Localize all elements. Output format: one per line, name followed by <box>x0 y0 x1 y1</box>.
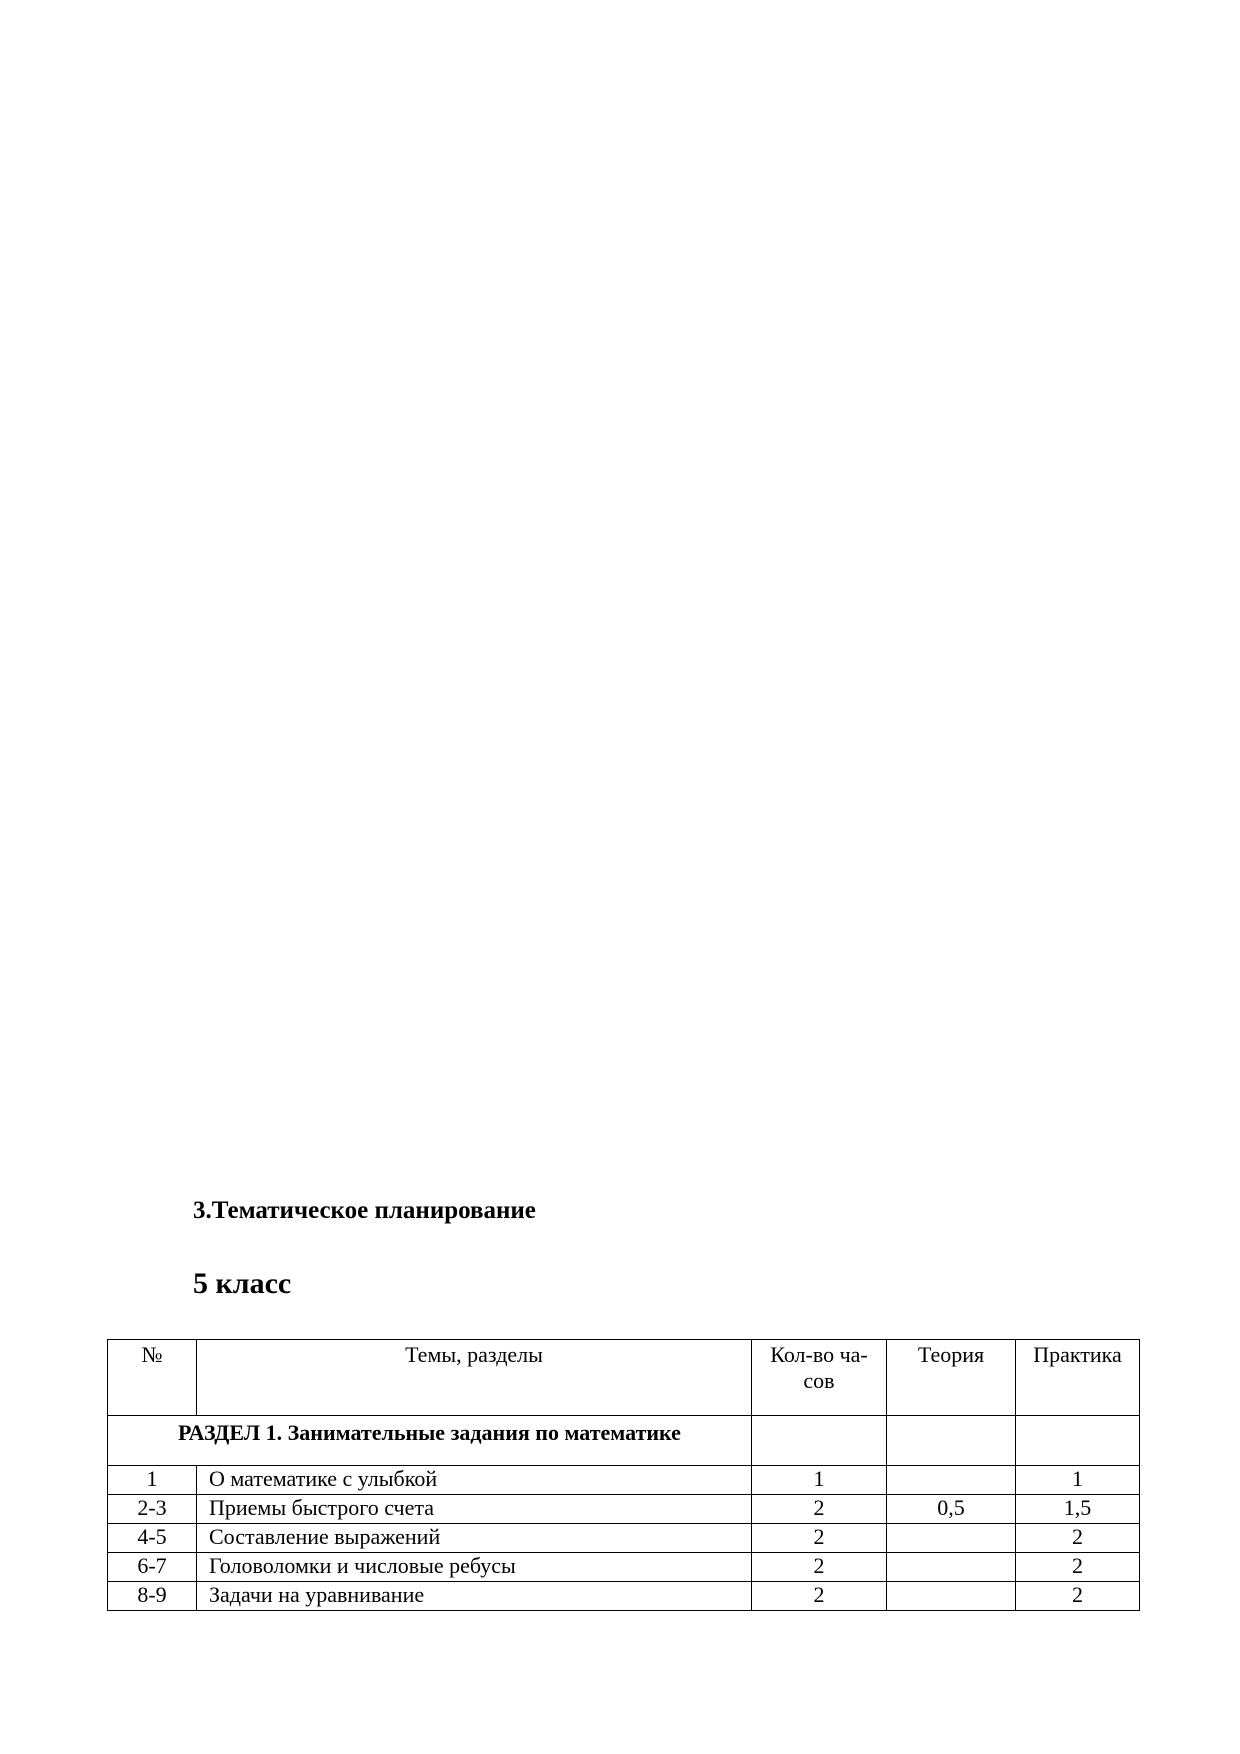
row-topic: Приемы быстрого счета <box>197 1495 752 1524</box>
row-num: 8-9 <box>108 1582 197 1611</box>
header-topic: Темы, разделы <box>197 1340 752 1416</box>
header-num: № <box>108 1340 197 1416</box>
row-topic: Составление выражений <box>197 1524 752 1553</box>
section-heading: 3.Тематическое планирование <box>193 1197 536 1224</box>
header-practice: Практика <box>1016 1340 1140 1416</box>
row-hours: 2 <box>752 1553 887 1582</box>
row-theory <box>887 1553 1016 1582</box>
row-topic: Головоломки и числовые ребусы <box>197 1553 752 1582</box>
thematic-plan-table <box>107 1339 1140 1611</box>
row-practice: 1,5 <box>1016 1495 1140 1524</box>
row-num: 4-5 <box>108 1524 197 1553</box>
table-row <box>108 1466 1140 1495</box>
row-hours: 1 <box>752 1466 887 1495</box>
row-num: 6-7 <box>108 1553 197 1582</box>
section-title: РАЗДЕЛ 1. Занимательные задания по математике <box>108 1416 752 1466</box>
row-topic: Задачи на уравнивание <box>197 1582 752 1611</box>
header-theory: Теория <box>887 1340 1016 1416</box>
row-num: 2-3 <box>108 1495 197 1524</box>
row-theory <box>887 1582 1016 1611</box>
grade-heading: 5 класс <box>193 1267 292 1300</box>
section-row <box>108 1416 1140 1466</box>
table-row <box>108 1495 1140 1524</box>
row-theory <box>887 1524 1016 1553</box>
table-row <box>108 1524 1140 1553</box>
row-practice: 2 <box>1016 1582 1140 1611</box>
section-practice <box>1016 1416 1140 1466</box>
section-hours <box>752 1416 887 1466</box>
row-hours: 2 <box>752 1582 887 1611</box>
header-hours: Кол-во ча-сов <box>752 1340 887 1416</box>
row-theory: 0,5 <box>887 1495 1016 1524</box>
table-row <box>108 1553 1140 1582</box>
table-row <box>108 1582 1140 1611</box>
row-practice: 2 <box>1016 1524 1140 1553</box>
row-practice: 1 <box>1016 1466 1140 1495</box>
row-hours: 2 <box>752 1495 887 1524</box>
row-practice: 2 <box>1016 1553 1140 1582</box>
row-topic: О математике с улыбкой <box>197 1466 752 1495</box>
row-hours: 2 <box>752 1524 887 1553</box>
section-theory <box>887 1416 1016 1466</box>
row-num: 1 <box>108 1466 197 1495</box>
row-theory <box>887 1466 1016 1495</box>
table-header-row <box>108 1340 1140 1416</box>
